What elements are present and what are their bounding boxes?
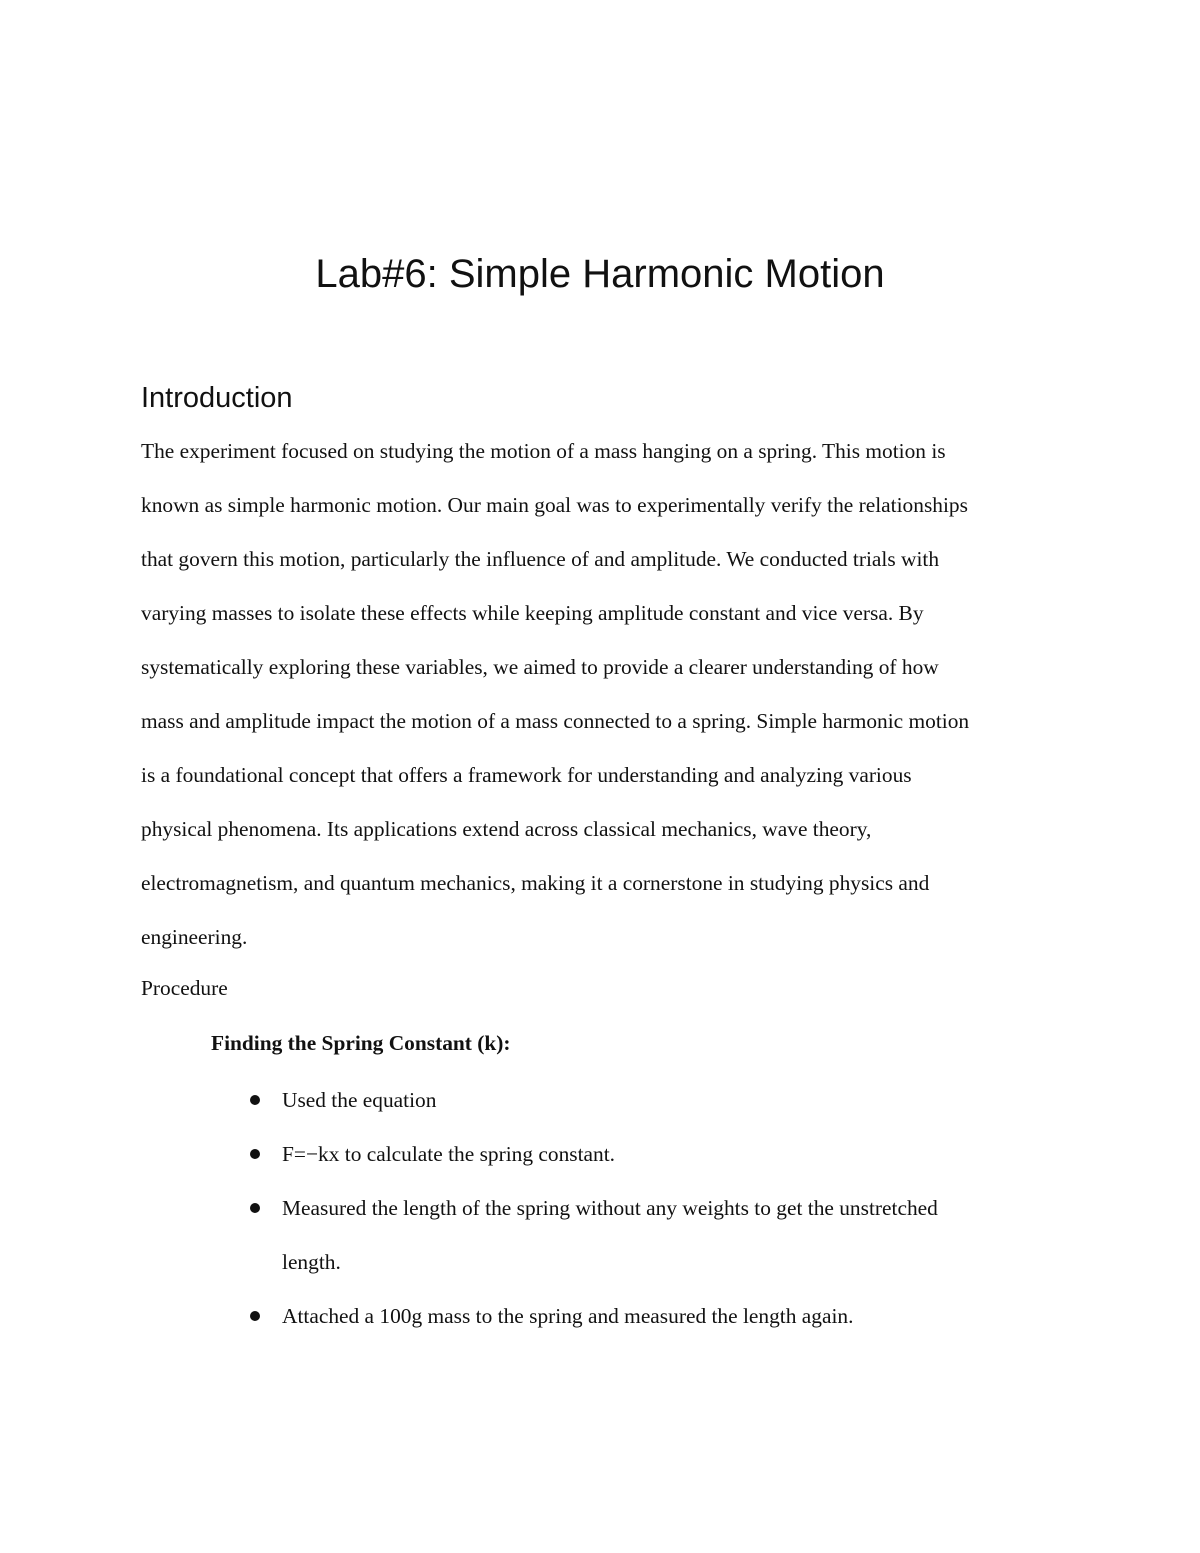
procedure-heading: Procedure xyxy=(141,976,228,1000)
spring-constant-subheading: Finding the Spring Constant (k): xyxy=(211,1031,511,1055)
bullet-dot-icon xyxy=(250,1149,260,1159)
bullet-item xyxy=(244,1181,1064,1289)
paragraph-line: The experiment focused on studying the motion of a mass hanging on a spring. This motion is xyxy=(141,439,946,463)
bullet-line: F=−kx to calculate the spring constant. xyxy=(282,1142,616,1166)
introduction-paragraph xyxy=(141,424,1071,964)
bullet-text xyxy=(282,1127,1064,1181)
bullet-item xyxy=(244,1127,1064,1181)
paragraph-line: engineering. xyxy=(141,925,248,949)
paragraph-line: that govern this motion, particularly the influence of and amplitude. We conducted trials with xyxy=(141,547,940,571)
bullet-text xyxy=(282,1181,1064,1289)
paragraph-line: varying masses to isolate these effects while keeping amplitude constant and vice versa. By xyxy=(141,601,924,625)
paragraph-line: is a foundational concept that offers a framework for understanding and analyzing various xyxy=(141,763,912,787)
paragraph-line: known as simple harmonic motion. Our main goal was to experimentally verify the relationships xyxy=(141,493,968,517)
paragraph-line: electromagnetism, and quantum mechanics, making it a cornerstone in studying physics and xyxy=(141,871,930,895)
bullet-dot-icon xyxy=(250,1095,260,1105)
procedure-bullet-list xyxy=(244,1073,1064,1343)
bullet-dot-icon xyxy=(250,1311,260,1321)
paragraph-line: systematically exploring these variables, we aimed to provide a clearer understanding of how xyxy=(141,655,939,679)
bullet-text xyxy=(282,1073,1064,1127)
bullet-text xyxy=(282,1289,1064,1343)
bullet-line: Attached a 100g mass to the spring and measured the length again. xyxy=(282,1304,854,1328)
bullet-line: length. xyxy=(282,1250,341,1274)
paragraph-line: physical phenomena. Its applications extend across classical mechanics, wave theory, xyxy=(141,817,872,841)
bullet-dot-icon xyxy=(250,1203,260,1213)
bullet-item xyxy=(244,1073,1064,1127)
document-title: Lab#6: Simple Harmonic Motion xyxy=(315,252,885,296)
bullet-item xyxy=(244,1289,1064,1343)
introduction-heading: Introduction xyxy=(141,382,293,414)
bullet-line: Measured the length of the spring without any weights to get the unstretched xyxy=(282,1196,938,1220)
paragraph-line: mass and amplitude impact the motion of a mass connected to a spring. Simple harmonic motion xyxy=(141,709,970,733)
bullet-line: Used the equation xyxy=(282,1088,437,1112)
